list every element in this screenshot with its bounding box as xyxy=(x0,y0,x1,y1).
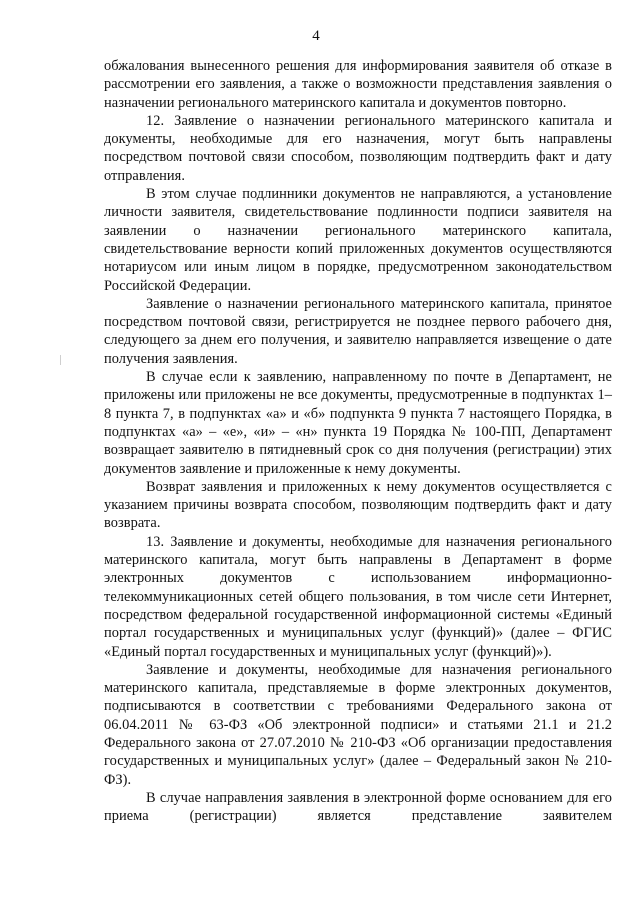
document-body xyxy=(104,57,612,825)
paragraph-electronic-submission: В случае направления заявления в электронной форме основанием для его приема (регистрации) является представление заявителем xyxy=(104,789,612,825)
paragraph-clause-13: 13. Заявление и документы, необходимые для назначения регионального материнского капитала, могут быть направлены в Департамент в форме электронных документов с использованием информационно-телекоммуникационных сетей общего пользования, в том числе сети Интернет, посредством федеральной государственной информационной системы «Единый портал государственных и муниципальных услуг (функций)» (далее – ФГИС «Единый портал государственных и муниципальных услуг (функций)»). xyxy=(104,533,612,660)
paragraph-continuation: обжалования вынесенного решения для информирования заявителя об отказе в рассмотрении его заявления, а также о возможности представления заявления о назначении регионального материнского капитала и документов повторно. xyxy=(104,58,612,111)
paragraph-electronic-signature: Заявление и документы, необходимые для назначения регионального материнского капитала, представляемые в форме электронных документов, подписываются в соответствии с требованиями Федерального закона от 06.04.2011 № 63-ФЗ «Об электронной подписи» и статьями 21.1 и 21.2 Федерального закона от 27.07.2010 № 210-ФЗ «Об организации предоставления государственных и муниципальных услуг» (далее – Федеральный закон № 210-ФЗ). xyxy=(104,661,612,788)
page-number: 4 xyxy=(312,28,320,44)
paragraph-clause-12: 12. Заявление о назначении регионального материнского капитала и документы, необходимые для его назначения, могут быть направлены посредством почтовой связи способом, позволяющим подтвердить факт и дату отправления. xyxy=(104,112,612,184)
margin-mark xyxy=(60,355,61,365)
paragraph-return-of-application: Возврат заявления и приложенных к нему документов осуществляется с указанием причины возврата способом, позволяющим подтвердить факт и дату возврата. xyxy=(104,478,612,532)
paragraph-postal-registration: Заявление о назначении регионального материнского капитала, принятое посредством почтовой связи, регистрируется не позднее первого рабочего дня, следующего за днем его получения, и заявителю направляется извещение о дате получения заявления. xyxy=(104,295,612,367)
paragraph-missing-documents: В случае если к заявлению, направленному по почте в Департамент, не приложены или приложены не все документы, предусмотренные в подпунктах 1–8 пункта 7, в подпунктах «а» и «б» подпункта 9 пункта 7 настоящего Порядка, в подпунктах «а» – «е», «и» – «н» пункта 19 Порядка № 100-ПП, Департамент возвращает заявителю в пятидневный срок со дня получения (регистрации) этих документов заявление и приложенные к нему документы. xyxy=(104,369,612,477)
paragraph-originals-not-sent: В этом случае подлинники документов не направляются, а установление личности заявителя, свидетельствование подлинности подписи заявителя на заявлении о назначении регионального материнского капитала, свидетельствование верности копий приложенных документов осуществляются нотариусом или иным лицом в порядке, предусмотренном законодательством Российской Федерации. xyxy=(104,186,612,294)
